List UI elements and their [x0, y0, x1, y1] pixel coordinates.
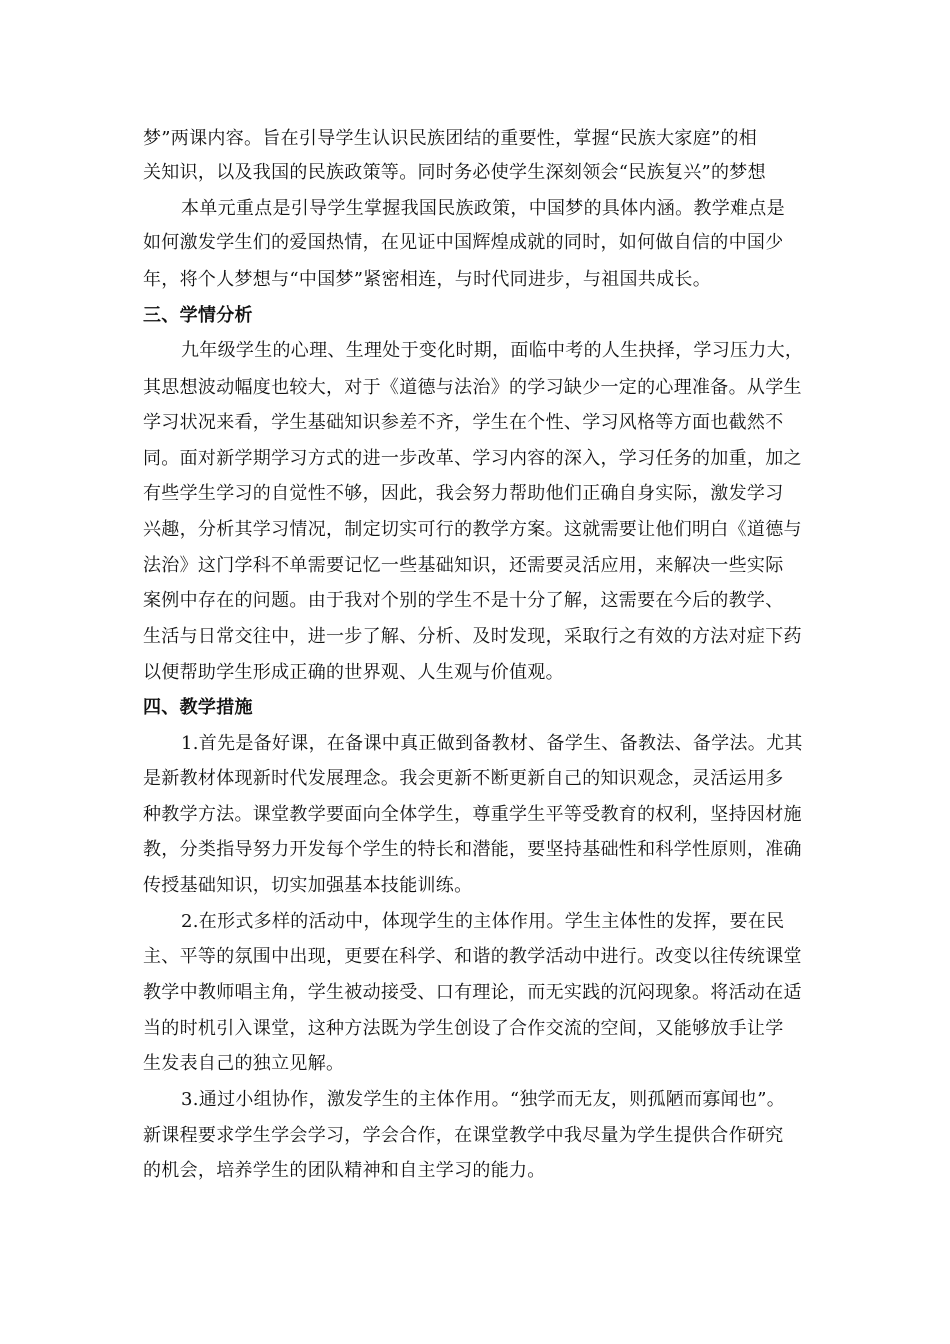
- paragraph-line: 1.首先是备好课，在备课中真正做到备教材、备学生、备教法、备学法。尤其: [181, 733, 803, 754]
- paragraph-line: 生活与日常交往中，进一步了解、分析、及时发现，采取行之有效的方法对症下药: [143, 626, 802, 647]
- paragraph-line: 教学中教师唱主角，学生被动接受、口有理论，而无实践的沉闷现象。将活动在适: [143, 982, 802, 1003]
- paragraph-line: 案例中存在的问题。由于我对个别的学生不是十分了解，这需要在今后的教学、: [143, 590, 784, 611]
- paragraph-line: 有些学生学习的自觉性不够，因此，我会努力帮助他们正确自身实际，激发学习: [143, 483, 784, 504]
- paragraph-line: 以便帮助学生形成正确的世界观、人生观与价值观。: [143, 662, 564, 683]
- section-heading: 三、学情分析: [143, 305, 253, 326]
- paragraph-line: 九年级学生的心理、生理处于变化时期，面临中考的人生抉择，学习压力大，: [181, 340, 804, 361]
- paragraph-line: 3.通过小组协作，激发学生的主体作用。“独学而无友，则孤陋而寡闻也”。: [181, 1089, 786, 1110]
- paragraph-line: 2.在形式多样的活动中，体现学生的主体作用。学生主体性的发挥，要在民: [181, 911, 785, 932]
- paragraph-line: 主、平等的氛围中出现，更要在科学、和谐的教学活动中进行。改变以往传统课堂: [143, 946, 802, 967]
- paragraph-line: 梦”两课内容。旨在引导学生认识民族团结的重要性，掌握“民族大家庭”的相: [143, 128, 758, 149]
- paragraph-line: 如何激发学生们的爱国热情，在见证中国辉煌成就的同时，如何做自信的中国少: [143, 232, 784, 253]
- paragraph-line: 本单元重点是引导学生掌握我国民族政策，中国梦的具体内涵。教学难点是: [181, 198, 785, 219]
- paragraph-line: 种教学方法。课堂教学要面向全体学生，尊重学生平等受教育的权利，坚持因材施: [143, 804, 802, 825]
- paragraph-line: 法治》这门学科不单需要记忆一些基础知识，还需要灵活应用，来解决一些实际: [143, 555, 784, 576]
- paragraph-line: 同。面对新学期学习方式的进一步改革、学习内容的深入，学习任务的加重，加之: [143, 448, 802, 469]
- paragraph-line: 关知识，以及我国的民族政策等。同时务必使学生深刻领会“民族复兴”的梦想: [143, 162, 766, 183]
- paragraph-line: 年，将个人梦想与“中国梦”紧密相连，与时代同进步，与祖国共成长。: [143, 269, 712, 290]
- paragraph-line: 的机会，培养学生的团队精神和自主学习的能力。: [143, 1160, 546, 1181]
- section-heading: 四、教学措施: [143, 697, 253, 718]
- paragraph-line: 学习状况来看，学生基础知识参差不齐，学生在个性、学习风格等方面也截然不: [143, 412, 784, 433]
- paragraph-line: 传授基础知识，切实加强基本技能训练。: [143, 875, 473, 896]
- paragraph-line: 兴趣，分析其学习情况，制定切实可行的教学方案。这就需要让他们明白《道德与: [143, 519, 802, 540]
- paragraph-line: 教，分类指导努力开发每个学生的特长和潜能，要坚持基础性和科学性原则，准确: [143, 839, 802, 860]
- paragraph-line: 新课程要求学生学会学习，学会合作，在课堂教学中我尽量为学生提供合作研究: [143, 1125, 784, 1146]
- paragraph-line: 其思想波动幅度也较大，对于《道德与法治》的学习缺少一定的心理准备。从学生: [143, 377, 802, 398]
- paragraph-line: 是新教材体现新时代发展理念。我会更新不断更新自己的知识观念，灵活运用多: [143, 768, 784, 789]
- paragraph-line: 当的时机引入课堂，这种方法既为学生创设了合作交流的空间，又能够放手让学: [143, 1018, 784, 1039]
- paragraph-line: 生发表自己的独立见解。: [143, 1053, 345, 1074]
